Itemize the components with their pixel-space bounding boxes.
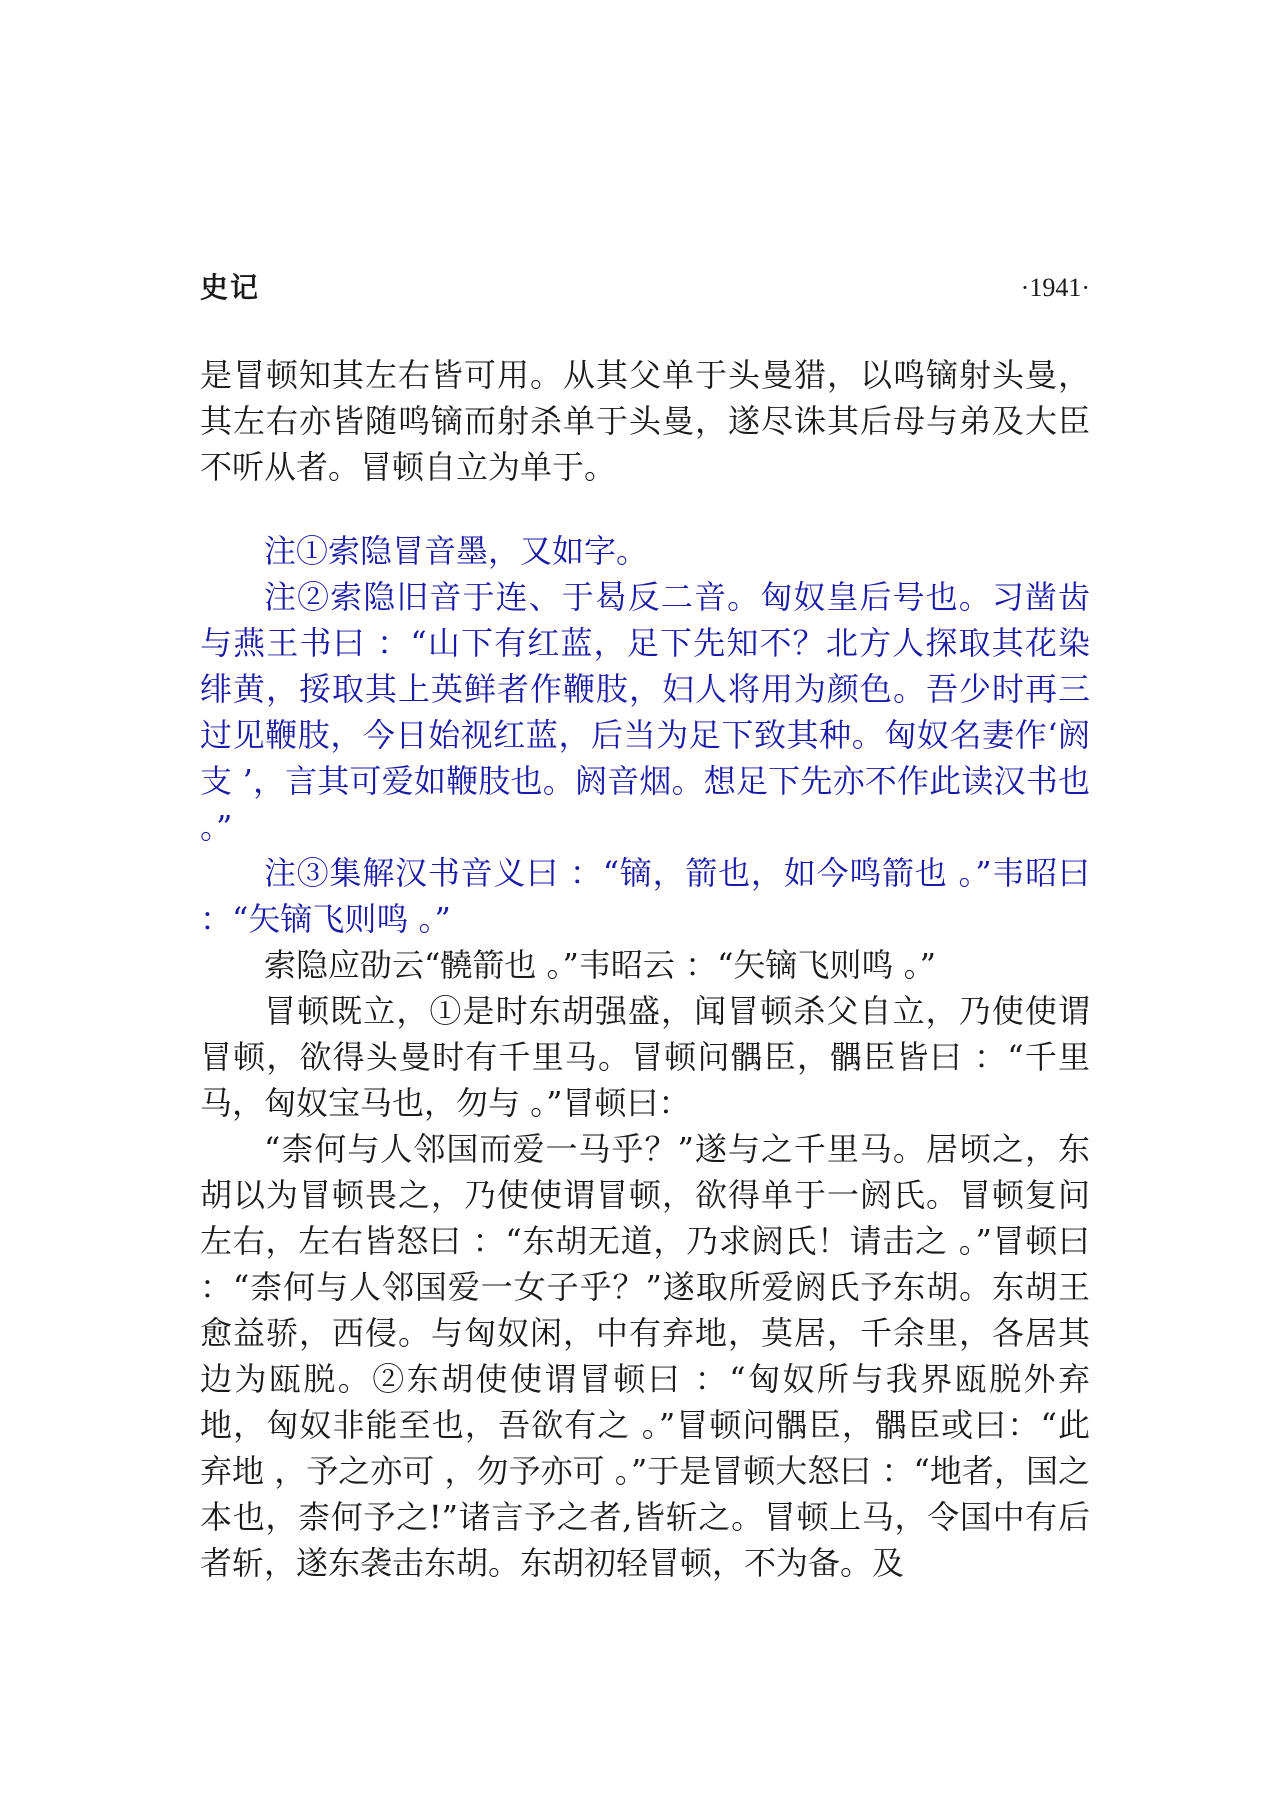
page-header: [200, 268, 1090, 308]
suoyin-note: 索隐应劭云“髐箭也 。”韦昭云 ：“矢镝飞则鸣 。”: [264, 946, 936, 984]
annotation-note-3: 注③集解汉书音义曰 ：“镝，箭也，如今鸣箭也 。”韦昭曰 ：“矢镝飞则鸣 。”: [200, 854, 1090, 938]
annotation-note-2: 注②索隐旧音于连、于曷反二音。匈奴皇后号也。习凿齿与燕王书曰 ：“山下有红蓝，足下先知不？北方人探取其花染绯黄，挼取其上英鲜者作鞭肢，妇人将用为颜色。吾少时再三过见鞭肢，今日始视红蓝，后当为足下致其种。匈奴名妻作‘阏支 ’，言其可爱如鞭肢也。阏音烟。想足下先亦不作此读汉书也 。”: [200, 578, 1090, 846]
annotation-note-1: 注①索隐冒音墨，又如字。: [264, 532, 649, 570]
body-text: [200, 352, 1090, 1586]
main-paragraph: “柰何与人邻国而爱一马乎？”遂与之千里马。居顷之，东胡以为冒顿畏之，乃使使谓冒顿，欲得单于一阏氏。冒顿复问左右，左右皆怒曰 ：“东胡无道，乃求阏氏！请击之 。”冒顿曰 ：“柰何与人邻国爱一女子乎？”遂取所爱阏氏予东胡。东胡王愈益骄，西侵。与匈奴闲，中有弃地，莫居，千余里，各居其边为瓯脱。②东胡使使谓冒顿曰 ：“匈奴所与我界瓯脱外弃地，匈奴非能至也，吾欲有之 。”冒顿问髃臣，髃臣或曰：“此弃地 ，予之亦可 ，勿予亦可 。”于是冒顿大怒曰 ：“地者，国之本也，柰何予之!”诸言予之者,皆斩之。冒顿上马，令国中有后者斩，遂东袭击东胡。东胡初轻冒顿，不为备。及: [200, 1130, 1090, 1582]
page-number: ·1941·: [1020, 273, 1090, 302]
main-paragraph: 冒顿既立，①是时东胡强盛，闻冒顿杀父自立，乃使使谓冒顿，欲得头曼时有千里马。冒顿问髃臣，髃臣皆曰 ：“千里马，匈奴宝马也，勿与 。”冒顿曰：: [200, 992, 1090, 1122]
book-title: 史记: [200, 271, 261, 304]
main-paragraph: 是冒顿知其左右皆可用。从其父单于头曼猎，以鸣镝射头曼，其左右亦皆随鸣镝而射杀单于头曼，遂尽诛其后母与弟及大臣不听从者。冒顿自立为单于。: [200, 356, 1090, 486]
